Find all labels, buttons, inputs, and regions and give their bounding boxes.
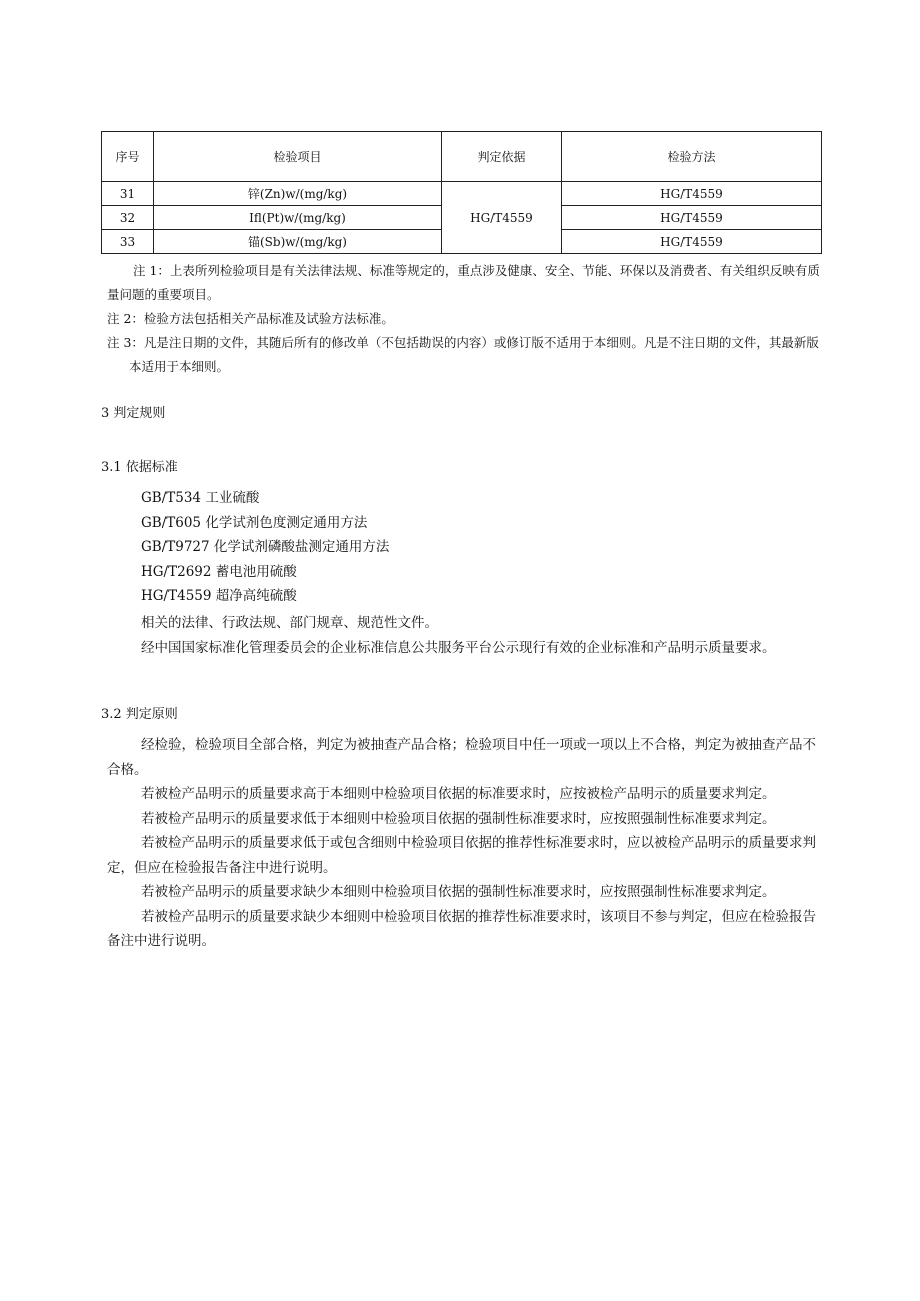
table-notes [107,259,823,379]
section-3-2-body [107,733,823,954]
list-item: GB/T605 化学试剂色度测定通用方法 [141,514,368,531]
row-item: 锌(Zn)w/(mg/kg) [154,182,442,206]
row-basis: HG/T4559 [442,182,562,254]
note-3: 注 3：凡是注日期的文件，其随后所有的修改单（不包括勘误的内容）或修订版不适用于本细则。凡是不注日期的文件，其最新版本适用于本细则。 [107,335,819,374]
paragraph: 经中国国家标准化管理委员会的企业标准信息公共服务平台公示现行有效的企业标准和产品明示质量要求。 [141,639,776,656]
section-3-1-body [107,611,823,660]
list-item: GB/T534 工业硫酸 [141,490,260,506]
paragraph: 若被检产品明示的质量要求缺少本细则中检验项目依据的推荐性标准要求时，该项目不参与判定，但应在检验报告备注中进行说明。 [107,908,816,949]
header-item: 检验项目 [154,132,442,182]
row-item: 锚(Sb)w/(mg/kg) [154,230,442,254]
inspection-table [101,131,822,254]
paragraph: 若被检产品明示的质量要求低于或包含细则中检验项目依据的推荐性标准要求时，应以被检产品明示的质量要求判定，但应在检验报告备注中进行说明。 [107,835,816,876]
row-method: HG/T4559 [562,230,822,254]
paragraph: 若被检产品明示的质量要求缺少本细则中检验项目依据的强制性标准要求时，应按照强制性标准要求判定。 [141,884,776,900]
header-method: 检验方法 [562,132,822,182]
table-row [102,182,822,206]
section-3-title: 3 判定规则 [101,406,166,421]
paragraph: 若被检产品明示的质量要求高于本细则中检验项目依据的标准要求时，应按被检产品明示的质量要求判定。 [141,786,776,802]
paragraph: 经检验，检验项目全部合格，判定为被抽查产品合格；检验项目中任一项或一项以上不合格，判定为被抽查产品不合格。 [107,737,816,778]
header-no: 序号 [102,132,154,182]
standards-list [141,486,389,609]
row-method: HG/T4559 [562,206,822,230]
paragraph: 相关的法律、行政法规、部门规章、规范性文件。 [141,615,438,631]
note-1: 注 1：上表所列检验项目是有关法律法规、标准等规定的，重点涉及健康、安全、节能、环保以及消费者、有关组织反映有质量问题的重要项目。 [107,263,820,302]
row-no: 33 [102,230,154,254]
section-3-2-title: 3.2 判定原则 [101,707,178,722]
paragraph: 若被检产品明示的质量要求低于本细则中检验项目依据的强制性标准要求时，应按照强制性标准要求判定。 [141,810,776,827]
row-no: 31 [102,182,154,206]
list-item: GB/T9727 化学试剂磷酸盐测定通用方法 [141,539,390,555]
section-3-1-title: 3.1 依据标准 [101,460,178,475]
row-no: 32 [102,206,154,230]
header-basis: 判定依据 [442,132,562,182]
list-item: HG/T4559 超净高纯硫酸 [141,588,297,604]
note-2: 注 2：检验方法包括相关产品标准及试验方法标准。 [107,311,394,326]
table-header-row [102,132,822,182]
row-item: Ifl(Pt)w/(mg/kg) [154,206,442,230]
list-item: HG/T2692 蓄电池用硫酸 [141,563,297,580]
row-method: HG/T4559 [562,182,822,206]
